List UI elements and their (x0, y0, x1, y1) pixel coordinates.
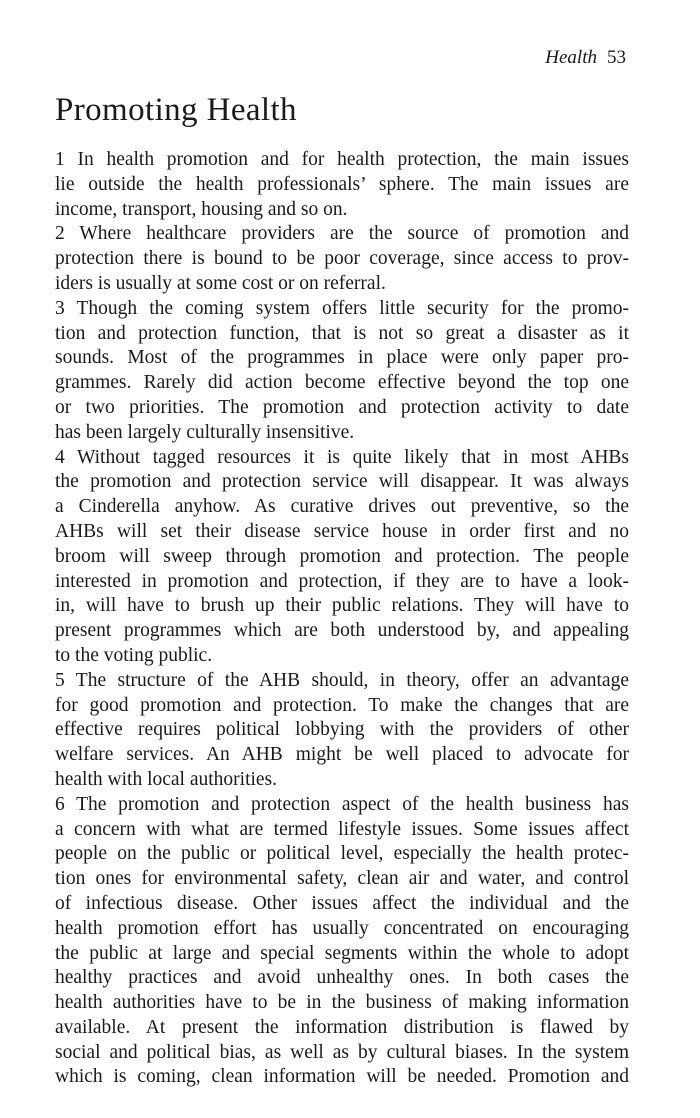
running-head-section: Health (545, 47, 597, 68)
paragraph-line: AHBs will set their disease service house in order first and no (55, 520, 629, 542)
paragraph-line: or two priorities. The promotion and protection activity to date (55, 396, 629, 418)
body-text (55, 148, 629, 1090)
paragraph-line: social and political bias, as well as by cultural biases. In the system (55, 1041, 629, 1063)
paragraph-line: healthy practices and avoid unhealthy ones. In both cases the (55, 967, 629, 989)
paragraph-line: health authorities have to be in the business of making information (55, 992, 629, 1014)
paragraph-line: 5 The structure of the AHB should, in theory, offer an advantage (55, 669, 629, 691)
paragraph-line: available. At present the information distribution is flawed by (55, 1016, 629, 1038)
numbered-paragraph (55, 669, 629, 793)
paragraph-line: protection there is bound to be poor coverage, since access to prov- (55, 248, 629, 270)
numbered-paragraph (55, 297, 629, 446)
paragraph-line: effective requires political lobbying with the providers of other (55, 719, 629, 741)
paragraph-line: a Cinderella anyhow. As curative drives out preventive, so the (55, 496, 629, 518)
paragraph-line: 4 Without tagged resources it is quite likely that in most AHBs (55, 446, 629, 468)
paragraph-line: of infectious disease. Other issues affect the individual and the (55, 892, 629, 914)
paragraph-line: in, will have to brush up their public relations. They will have to (55, 595, 629, 617)
paragraph-line: which is coming, clean information will be needed. Promotion and (55, 1066, 629, 1088)
paragraph-line: 3 Though the coming system offers little security for the promo- (55, 297, 629, 319)
paragraph-line: welfare services. An AHB might be well placed to advocate for (55, 744, 629, 766)
running-head (545, 46, 626, 70)
paragraph-line: 6 The promotion and protection aspect of the health business has (55, 793, 629, 815)
paragraph-line: 2 Where healthcare providers are the source of promotion and (55, 223, 629, 245)
paragraph-line: a concern with what are termed lifestyle issues. Some issues affect (55, 818, 629, 840)
paragraph-line: tion ones for environmental safety, clean air and water, and control (55, 868, 629, 890)
paragraph-line: present programmes which are both understood by, and appealing (55, 620, 629, 642)
numbered-paragraph (55, 222, 629, 296)
chapter-title: Promoting Health (55, 92, 297, 128)
paragraph-line: health promotion effort has usually concentrated on encouraging (55, 917, 629, 939)
paragraph-line: health with local authorities. (55, 768, 278, 790)
paragraph-line: people on the public or political level, especially the health protec- (55, 843, 629, 865)
numbered-paragraph (55, 446, 629, 669)
numbered-paragraph (55, 793, 629, 1091)
paragraph-line: the promotion and protection service will disappear. It was always (55, 471, 629, 493)
paragraph-line: lie outside the health professionals’ sphere. The main issues are (55, 173, 629, 195)
paragraph-line: iders is usually at some cost or on referral. (55, 272, 386, 294)
paragraph-line: grammes. Rarely did action become effective beyond the top one (55, 372, 629, 394)
paragraph-line: interested in promotion and protection, if they are to have a look- (55, 570, 629, 592)
paragraph-line: to the voting public. (55, 644, 213, 666)
paragraph-line: 1 In health promotion and for health protection, the main issues (55, 149, 629, 170)
numbered-paragraph (55, 148, 629, 222)
paragraph-line: tion and protection function, that is not so great a disaster as it (55, 322, 629, 344)
paragraph-line: has been largely culturally insensitive. (55, 421, 355, 443)
paragraph-line: sounds. Most of the programmes in place were only paper pro- (55, 347, 629, 369)
paragraph-line: for good promotion and protection. To make the changes that are (55, 694, 629, 716)
page-number: 53 (607, 47, 626, 68)
paragraph-line: broom will sweep through promotion and protection. The people (55, 545, 629, 567)
paragraph-line: the public at large and special segments within the whole to adopt (55, 942, 629, 964)
paragraph-line: income, transport, housing and so on. (55, 198, 348, 220)
